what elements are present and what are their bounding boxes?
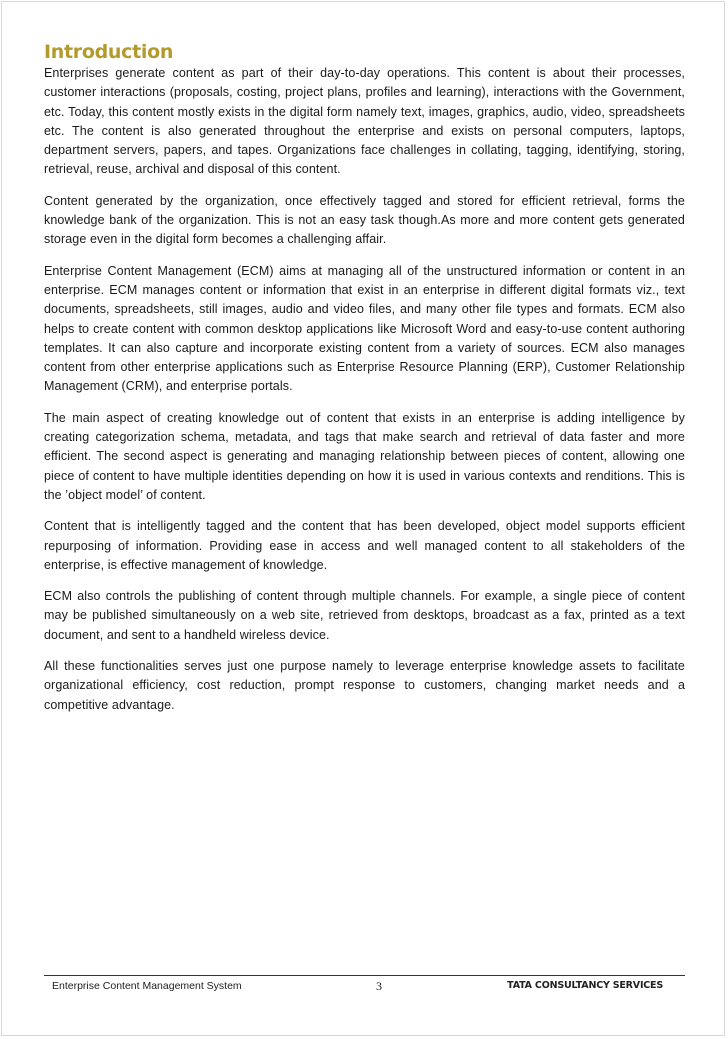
paragraph-4: The main aspect of creating knowledge out of content that exists in an enterprise is adding intelligence by creating categorization schema, metadata, and tags that make search and retrieval of data faster and more efficient. The second aspect is generating and managing relationship between pieces of content, allowing one piece of content to have multiple identities depending on how it is used in various contexts and renditions. This is the ’object model’ of content. xyxy=(44,410,685,502)
paragraph-6: ECM also controls the publishing of content through multiple channels. For example, a single piece of content may be published simultaneously on a web site, retrieved from desktops, broadcast as a fax, printed as a text document, and sent to a handheld wireless device. xyxy=(44,589,685,642)
footer-company: TATA CONSULTANCY SERVICES xyxy=(507,980,663,991)
paragraph-1: Enterprises generate content as part of their day-to-day operations. This content is about their processes, customer interactions (proposals, costing, project plans, profiles and learning), interactions with the Government, etc. Today, this content mostly exists in the digital form namely text, images, graphics, audio, video, spreadsheets etc. The content is also generated throughout the enterprise and exists on personal computers, laptops, department servers, papers, and tapes. Organizations face challenges in collating, tagging, identifying, storing, retrieval, reuse, archival and disposal of this content. xyxy=(44,66,685,177)
paragraph-5: Content that is intelligently tagged and the content that has been developed, object model supports efficient repurposing of information. Providing ease in access and well managed content to all stakeholders of the enterprise, is effective management of knowledge. xyxy=(44,519,685,572)
section-title: Introduction xyxy=(44,41,174,63)
footer-doc-title: Enterprise Content Management System xyxy=(52,980,242,992)
footer-page-number: 3 xyxy=(376,979,382,993)
paragraph-3: Enterprise Content Management (ECM) aims at managing all of the unstructured information or content in an enterprise. ECM manages content or information that exist in an enterprise in different digital formats viz., text documents, spreadsheets, still images, audio and video files, and many other file types and formats. ECM also helps to create content with common desktop applications like Microsoft Word and easy-to-use content authoring templates. It can also capture and incorporate existing content from a variety of sources. ECM also manages content from other enterprise applications such as Enterprise Resource Planning (ERP), Customer Relationship Management (CRM), and enterprise portals. xyxy=(44,263,685,394)
page-content xyxy=(44,40,685,727)
paragraph-2: Content generated by the organization, once effectively tagged and stored for efficient retrieval, forms the knowledge bank of the organization. This is not an easy task though.As more and more content gets generated storage even in the digital form becomes a challenging affair. xyxy=(44,193,685,247)
paragraph-7: All these functionalities serves just one purpose namely to leverage enterprise knowledge assets to facilitate organizational efficiency, cost reduction, prompt response to customers, changing market needs and a competitive advantage. xyxy=(44,659,685,712)
page-footer xyxy=(44,975,685,998)
